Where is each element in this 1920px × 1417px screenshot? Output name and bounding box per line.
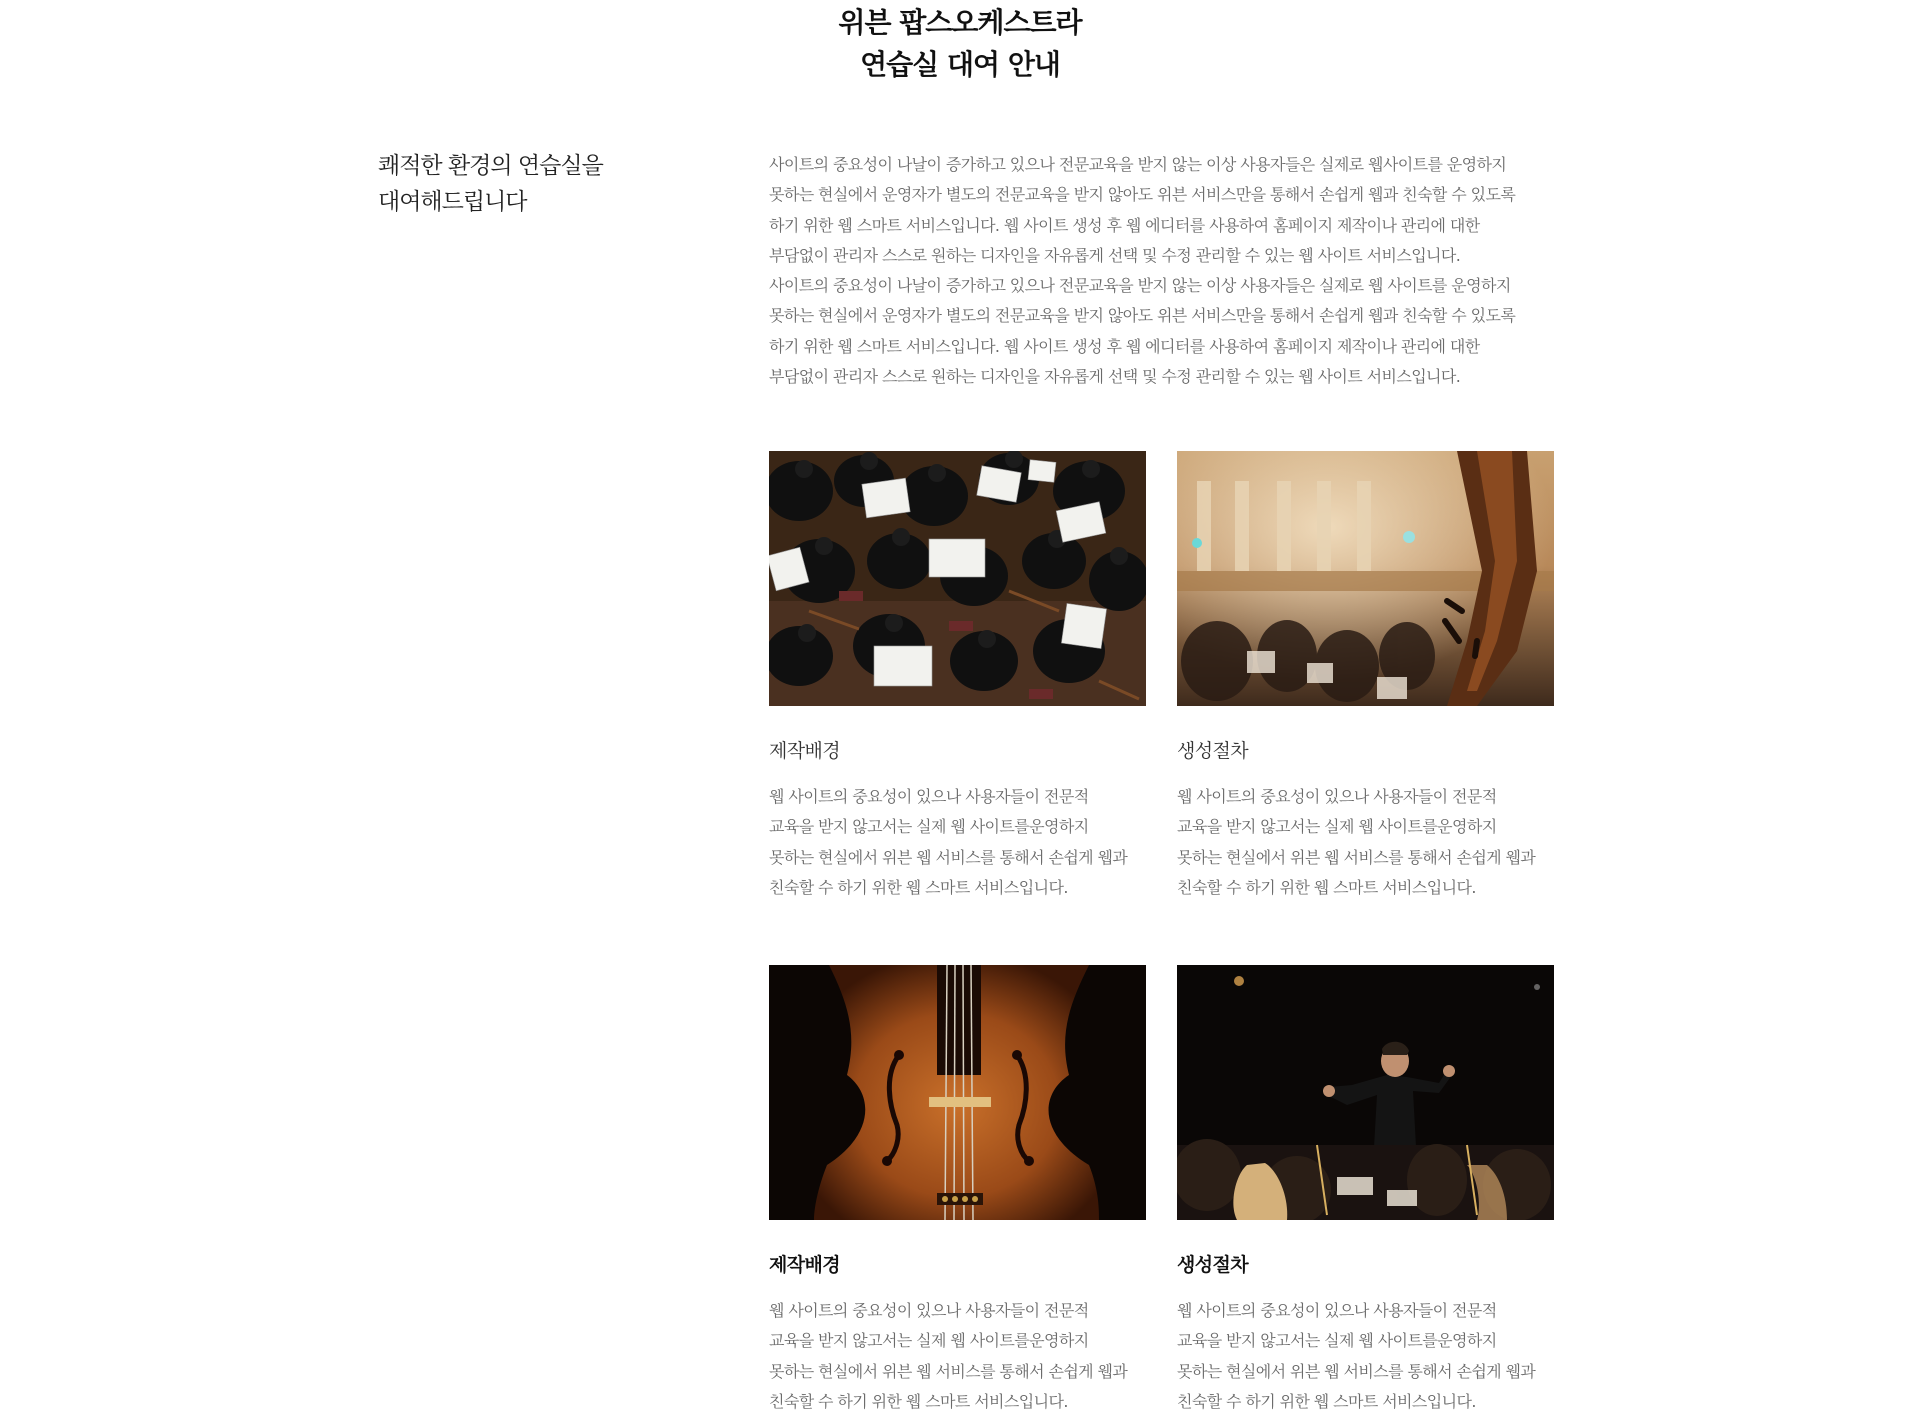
card-description-line: 친숙할 수 하기 위한 웹 스마트 서비스입니다. <box>769 1391 1068 1411</box>
card-description-line: 못하는 현실에서 위븐 웹 서비스를 통해서 손쉽게 웹과 <box>769 1361 1128 1381</box>
intro-body-line: 하기 위한 웹 스마트 서비스입니다. 웹 사이트 생성 후 웹 에디터를 사용하여 홈페이지 제작이나 관리에 대한 <box>769 215 1480 235</box>
card-description-line: 교육을 받지 않고서는 실제 웹 사이트를운영하지 <box>1177 1331 1497 1351</box>
intro-heading <box>378 148 718 220</box>
card-description <box>1177 782 1554 903</box>
card-description-line: 웹 사이트의 중요성이 있으나 사용자들이 전문적 <box>769 1301 1089 1320</box>
card-description-line: 못하는 현실에서 위븐 웹 서비스를 통해서 손쉽게 웹과 <box>1177 1361 1536 1381</box>
intro-body-line: 못하는 현실에서 운영자가 별도의 전문교육을 받지 않아도 위븐 서비스만을 통해서 손쉽게 웹과 친숙할 수 있도록 <box>769 185 1516 205</box>
feature-card <box>769 965 1146 1417</box>
concert-hall-violin-scroll-photo <box>1177 451 1554 706</box>
intro-body-line: 부담없이 관리자 스스로 원하는 디자인을 자유롭게 선택 및 수정 관리할 수 있는 웹 사이트 서비스입니다. <box>769 245 1461 265</box>
intro-body <box>769 150 1559 392</box>
card-description-line: 웹 사이트의 중요성이 있으나 사용자들이 전문적 <box>769 787 1089 806</box>
card-title: 생성절차 <box>1177 740 1249 762</box>
intro-body-line: 사이트의 중요성이 나날이 증가하고 있으나 전문교육을 받지 않는 이상 사용자들은 실제로 웹사이트를 운영하지 <box>769 155 1507 174</box>
card-description-line: 웹 사이트의 중요성이 있으나 사용자들이 전문적 <box>1177 787 1497 806</box>
feature-card <box>1177 451 1554 903</box>
card-description-line: 친숙할 수 하기 위한 웹 스마트 서비스입니다. <box>1177 877 1476 897</box>
intro-body-line: 못하는 현실에서 운영자가 별도의 전문교육을 받지 않아도 위븐 서비스만을 통해서 손쉽게 웹과 친숙할 수 있도록 <box>769 306 1516 326</box>
intro-body-line: 부담없이 관리자 스스로 원하는 디자인을 자유롭게 선택 및 수정 관리할 수 있는 웹 사이트 서비스입니다. <box>769 367 1461 387</box>
card-description <box>769 782 1146 903</box>
card-description <box>769 1296 1146 1417</box>
card-description-line: 교육을 받지 않고서는 실제 웹 사이트를운영하지 <box>769 817 1089 837</box>
card-title: 생성절차 <box>1177 1254 1249 1276</box>
intro-body-line: 하기 위한 웹 스마트 서비스입니다. 웹 사이트 생성 후 웹 에디터를 사용하여 홈페이지 제작이나 관리에 대한 <box>769 336 1480 356</box>
card-title: 제작배경 <box>769 740 841 762</box>
intro-heading-line-1: 쾌적한 환경의 연습실을 <box>378 153 603 179</box>
card-description-line: 교육을 받지 않고서는 실제 웹 사이트를운영하지 <box>1177 817 1497 837</box>
card-description-line: 못하는 현실에서 위븐 웹 서비스를 통해서 손쉽게 웹과 <box>1177 847 1536 867</box>
card-title: 제작배경 <box>769 1254 841 1276</box>
page-title <box>0 2 1920 86</box>
card-description-line: 친숙할 수 하기 위한 웹 스마트 서비스입니다. <box>769 877 1068 897</box>
intro-heading-line-2: 대여해드립니다 <box>378 189 527 215</box>
page-title-line-2: 연습실 대여 안내 <box>860 48 1060 81</box>
intro-body-line: 사이트의 중요성이 나날이 증가하고 있으나 전문교육을 받지 않는 이상 사용자들은 실제로 웹 사이트를 운영하지 <box>769 276 1511 296</box>
card-description-line: 못하는 현실에서 위븐 웹 서비스를 통해서 손쉽게 웹과 <box>769 847 1128 867</box>
card-description-line: 교육을 받지 않고서는 실제 웹 사이트를운영하지 <box>769 1331 1089 1351</box>
orchestra-overhead-photo <box>769 451 1146 706</box>
feature-card <box>769 451 1146 903</box>
card-description-line: 웹 사이트의 중요성이 있으나 사용자들이 전문적 <box>1177 1301 1497 1320</box>
cello-body-closeup-photo <box>769 965 1146 1220</box>
feature-card <box>1177 965 1554 1417</box>
card-description <box>1177 1296 1554 1417</box>
card-description-line: 친숙할 수 하기 위한 웹 스마트 서비스입니다. <box>1177 1391 1476 1411</box>
conductor-on-stage-photo <box>1177 965 1554 1220</box>
page-title-line-1: 위븐 팝스오케스트라 <box>838 6 1082 39</box>
